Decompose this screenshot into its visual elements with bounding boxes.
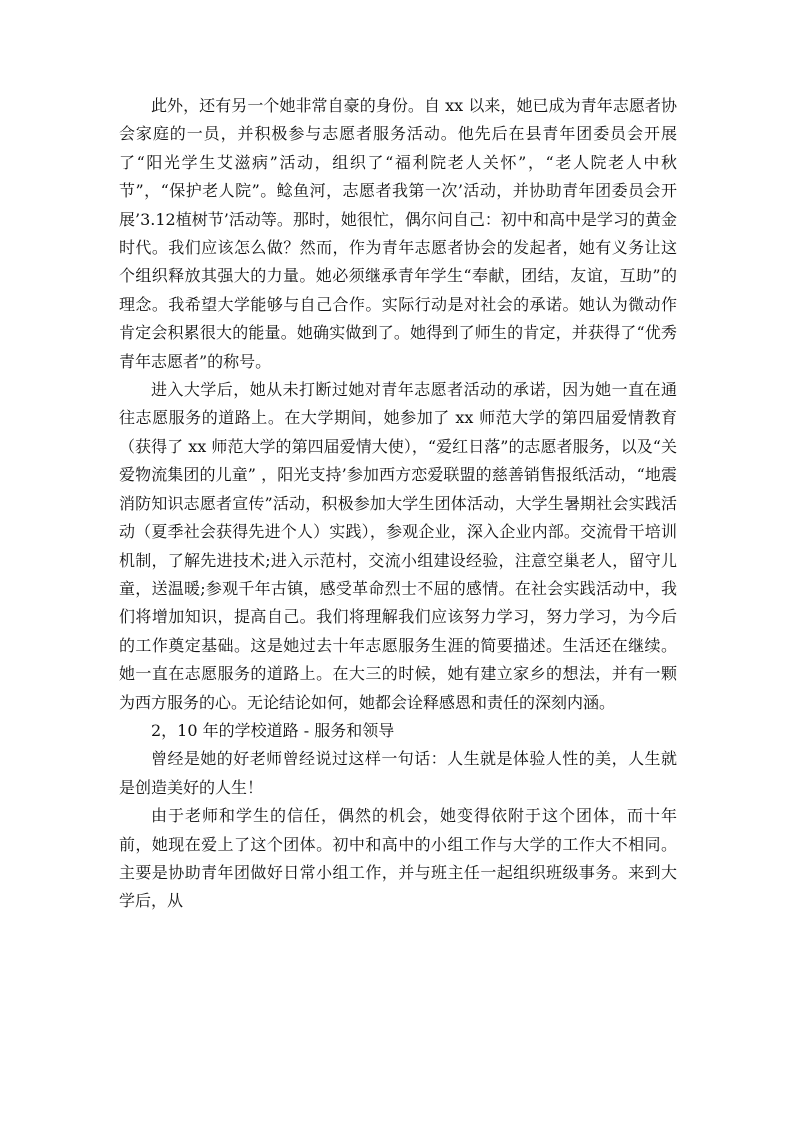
section-heading: 2，10 年的学校道路 - 服务和领导: [151, 720, 395, 740]
paragraph-group-work: 由于老师和学生的信任，偶然的机会，她变得依附于这个团体，而十年前，她现在爱上了这个团体。初中和高中的小组工作与大学的工作大不相同。主要是协助青年团做好日常小组工作，并与班主任一起组织班级事务。来到大学后，从: [119, 806, 677, 911]
document-page: [119, 92, 677, 916]
paragraph-teacher-quote: 曾经是她的好老师曾经说过这样一句话：人生就是体验人性的美，人生就是创造美好的人生！: [119, 749, 677, 797]
paragraph-volunteer-identity: 此外，还有另一个她非常自豪的身份。自 xx 以来，她已成为青年志愿者协会家庭的一员，并积极参与志愿者服务活动。他先后在县青年团委员会开展了“阳光学生艾滋病”活动，组织了“福利院老人关怀”，“老人院老人中秋节”，“保护老人院”。鲶鱼河，志愿者我第一次’活动，并协助青年团委员会开展’3.12植树节’活动等。那时，她很忙，偶尔问自己：初中和高中是学习的黄金时代。我们应该怎么做？然而，作为青年志愿者协会的发起者，她有义务让这个组织释放其强大的力量。她必须继承青年学生“奉献，团结，友谊，互助”的理念。我希望大学能够与自己合作。实际行动是对社会的承诺。她认为微动作肯定会积累很大的能量。她确实做到了。她得到了师生的肯定，并获得了“优秀青年志愿者”的称号。: [119, 96, 677, 371]
paragraph-university-volunteering: 进入大学后，她从未打断过她对青年志愿者活动的承诺，因为她一直在通往志愿服务的道路上。在大学期间，她参加了 xx 师范大学的第四届爱情教育（获得了 xx 师范大学的第四届爱情大使），“爱红日落”的志愿者服务，以及“关爱物流集团的儿童” ，阳光支持’参加西方恋爱联盟的慈善销售报纸活动，“地震消防知识志愿者宣传”活动，积极参加大学生团体活动，大学生暑期社会实践活动（夏季社会获得先进个人）实践），参观企业，深入企业内部。交流骨干培训机制，了解先进技术;进入示范村，交流小组建设经验，注意空巢老人，留守儿童，送温暖;参观千年古镇，感受革命烈士不屈的感情。在社会实践活动中，我们将增加知识，提高自己。我们将理解我们应该努力学习，努力学习，为今后的工作奠定基础。这是她过去十年志愿服务生涯的简要描述。生活还在继续。她一直在志愿服务的道路上。在大三的时候，她有建立家乡的想法，并有一颗为西方服务的心。无论结论如何，她都会诠释感恩和责任的深刻内涵。: [119, 380, 677, 712]
